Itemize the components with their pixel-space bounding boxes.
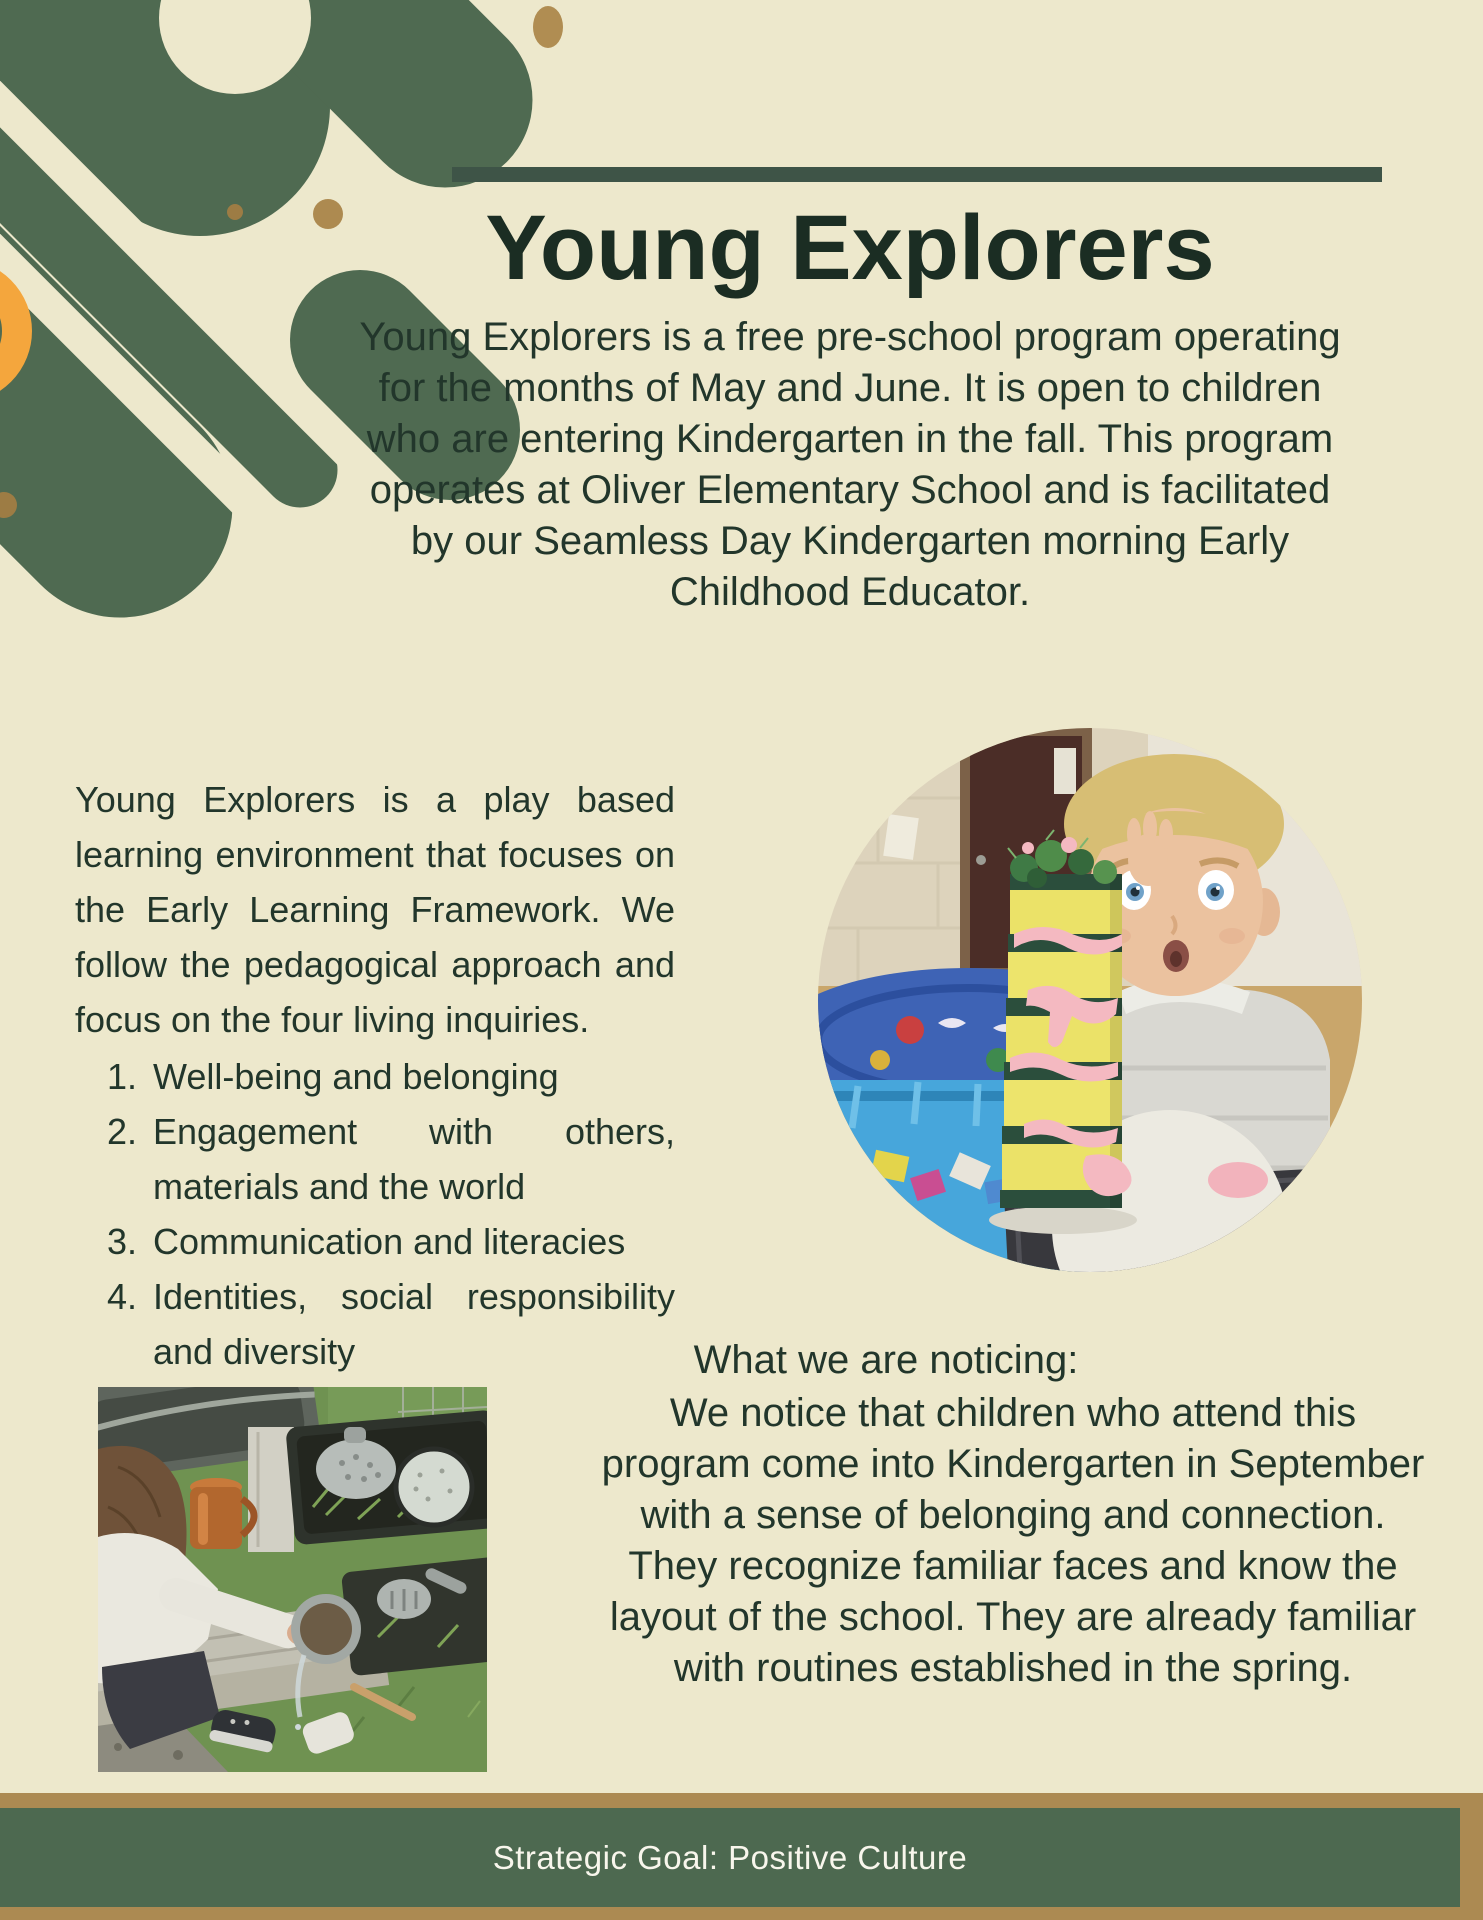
- list-item: Well-being and belonging: [153, 1056, 559, 1097]
- list-item: Communication and literacies: [153, 1221, 626, 1262]
- list-item: Engagement with others, materials and the world: [153, 1111, 675, 1207]
- title-accent-bar: [452, 167, 1382, 182]
- footer-bar: [0, 1793, 1483, 1920]
- program-description-column: [75, 772, 675, 1379]
- classroom-photo: [818, 728, 1362, 1272]
- mud-kitchen-photo: [98, 1387, 487, 1772]
- strategic-goal-text: Strategic Goal: Positive Culture: [492, 1838, 968, 1876]
- living-inquiries-list: [75, 1049, 675, 1379]
- noticing-paragraph: We notice that children who attend this program come into Kindergarten in September with a sense of belonging and connection. They recognize familiar faces and know the layout of the school. They are already familiar with routines established in the spring.: [601, 1391, 1425, 1690]
- footer-band: [0, 1808, 1460, 1907]
- program-paragraph: Young Explorers is a play based learning environment that focuses on the Early Learning Framework. We follow the pedagogical approach and focus on the four living inquiries.: [75, 779, 675, 1040]
- noticing-heading: What we are noticing:: [693, 1338, 1079, 1382]
- intro-paragraph: Young Explorers is a free pre-school program operating for the months of May and June. It is open to children who are entering Kindergarten in the fall. This program operates at Oliver Elementary School and is facilitated by our Seamless Day Kindergarten morning Early Childhood Educator.: [359, 315, 1341, 614]
- list-item: Identities, social responsibility and diversity: [153, 1276, 675, 1372]
- orange-ring: [0, 274, 17, 388]
- page-title: Young Explorers: [485, 197, 1215, 299]
